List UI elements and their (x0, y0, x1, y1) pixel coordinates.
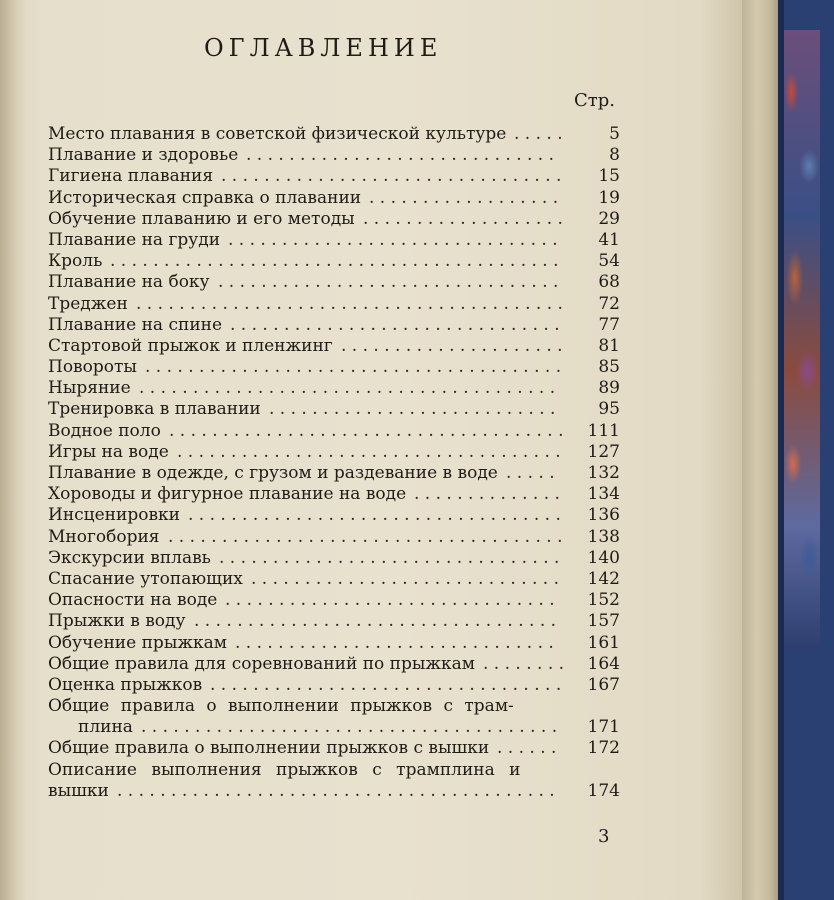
toc-entry-title-continued: вышки (48, 780, 109, 801)
leader-dots: . . . . . . . . . . . . . . . . . . . . . . . . . . . . . . . . . (210, 674, 562, 695)
leader-dots: . . . . . . . . . . . . . . . . . . . . . . . . . . . . . . (235, 632, 554, 653)
toc-entry-title-continued: плина (78, 717, 133, 738)
toc-entry[interactable] (48, 675, 620, 696)
leader-dots: . . . . . . . . . . . . . . . . . . . . . . . . . . . . . . . . . . . . . . . (145, 357, 562, 378)
toc-entry[interactable] (48, 188, 620, 209)
leader-dots: . . . . . . . . . . . . . . . . . . . . . . . . . . . . . (246, 145, 555, 166)
toc-entry-title: Историческая справка о плавании (48, 187, 362, 208)
leader-dots: . . . . . . . . . . . . . . . . . . . . . . . . . . . . . . . (225, 590, 555, 611)
toc-entry[interactable] (48, 209, 620, 230)
toc-entry-page: 161 (587, 632, 620, 653)
leader-dots: . . . . . . . . . . . . . . (414, 484, 560, 505)
leader-dots: . . . . . . . . (483, 653, 565, 674)
toc-entry-page: 157 (587, 611, 620, 632)
toc-entry-page: 142 (587, 568, 620, 589)
leader-dots: . . . . . . . . . . . . . . . . . . (369, 187, 559, 208)
toc-entry[interactable] (48, 378, 620, 399)
toc-entry[interactable] (48, 399, 620, 420)
toc-entry-title: Повороты (48, 357, 137, 378)
toc-entry-page: 54 (598, 251, 620, 272)
leader-dots: . . . . . . . . . . . . . . . . . . . . . . . . . . . . . . . . (218, 272, 559, 293)
toc-entry-title: Плавание в одежде, с грузом и раздевание в воде (48, 463, 498, 483)
toc-entry-title: Хороводы и фигурное плавание на воде (48, 484, 407, 505)
toc-entry-title: Плавание на боку (48, 272, 210, 293)
page-column-label: Стр. (574, 90, 615, 111)
toc-entry-multiline[interactable] (48, 760, 620, 781)
toc-entry-page: 85 (598, 357, 620, 378)
leader-dots: . . . . . . . . . . . . . . . . . . . . . (341, 335, 563, 356)
toc-entry-page: 5 (609, 124, 620, 144)
toc-entry-title: Общие правила для соревнований по прыжкам (48, 653, 476, 674)
toc-entry-title: Водное поло (48, 420, 161, 441)
leader-dots: . . . . . . . . . . . . . . . . . . . . . . . . . . . . . . . . (219, 547, 560, 568)
page-gutter-shadow (0, 0, 28, 900)
toc-entry-page: 152 (587, 590, 620, 611)
toc-entry-title: Обучение прыжкам (48, 632, 227, 653)
toc-entry[interactable] (48, 166, 620, 187)
toc-entry-page: 138 (587, 526, 620, 547)
toc-entry-multiline-cont[interactable] (48, 781, 620, 802)
toc-entry[interactable] (48, 484, 620, 505)
toc-entry-page: 95 (598, 399, 620, 420)
table-of-contents (48, 124, 620, 802)
toc-entry-title: Кроль (48, 251, 103, 272)
toc-entry-title: Экскурсии вплавь (48, 547, 211, 568)
leader-dots: . . . . . . (497, 738, 557, 759)
toc-entry-page: 167 (587, 674, 620, 695)
toc-entry-title: Треджен (48, 293, 128, 314)
leader-dots: . . . . . . . . . . . . . . . . . . . . . . . . . . . . . . . (230, 314, 560, 335)
toc-entry-title: Тренировка в плавании (48, 399, 261, 420)
toc-entry[interactable] (48, 421, 620, 442)
toc-entry-page: 29 (598, 208, 620, 229)
toc-entry-title: Стартовой прыжок и пленжинг (48, 335, 333, 356)
toc-entry[interactable] (48, 654, 620, 675)
toc-entry-page: 174 (587, 780, 620, 801)
toc-entry-title: Спасание утопающих (48, 568, 243, 589)
page-title: ОГЛАВЛЕНИЕ (204, 34, 443, 62)
leader-dots: . . . . . (514, 124, 563, 144)
cover-spine (778, 0, 784, 900)
toc-entry[interactable] (48, 357, 620, 378)
toc-entry-title: Описание выполнения прыжков с трамплина и (48, 759, 521, 780)
toc-entry-page: 19 (598, 187, 620, 208)
toc-entry[interactable] (48, 294, 620, 315)
toc-entry-multiline[interactable] (48, 696, 620, 717)
toc-entry-title: Плавание на спине (48, 314, 223, 335)
toc-entry[interactable] (48, 611, 620, 632)
leader-dots: . . . . . . . . . . . . . . . . . . . . . . . . . . . . . (251, 568, 560, 589)
toc-entry-title: Опасности на воде (48, 590, 218, 611)
leader-dots: . . . . . . . . . . . . . . . . . . . . . . . . . . . . . . . . . . . . (177, 441, 561, 462)
toc-entry-page: 164 (587, 653, 620, 674)
toc-entry[interactable] (48, 145, 620, 166)
toc-entry[interactable] (48, 738, 620, 759)
toc-entry[interactable] (48, 272, 620, 293)
toc-entry-page: 81 (598, 335, 620, 356)
page-edge (742, 0, 778, 900)
toc-entry[interactable] (48, 124, 620, 145)
toc-entry-title: Плавание на груди (48, 229, 221, 250)
toc-entry[interactable] (48, 315, 620, 336)
leader-dots: . . . . . . . . . . . . . . . . . . . (363, 208, 563, 229)
leader-dots: . . . . . . . . . . . . . . . . . . . . . . . . . . . . . . . (228, 229, 558, 250)
toc-entry-page: 171 (587, 717, 620, 738)
marbled-endpaper (784, 30, 820, 650)
leader-dots: . . . . . . . . . . . . . . . . . . . . . . . . . . . . . . . . . . . . . . . . . (117, 780, 555, 801)
toc-entry-title: Плавание и здоровье (48, 145, 239, 166)
toc-entry-title: Обучение плаванию и его методы (48, 208, 355, 229)
toc-entry[interactable] (48, 590, 620, 611)
toc-entry-page: 41 (598, 229, 620, 250)
toc-entry[interactable] (48, 505, 620, 526)
toc-entry-title: Место плавания в советской физической культуре (48, 124, 507, 144)
toc-entry-page: 140 (587, 547, 620, 568)
toc-entry[interactable] (48, 569, 620, 590)
toc-entry-page: 134 (587, 484, 620, 505)
toc-entry[interactable] (48, 336, 620, 357)
toc-entry[interactable] (48, 230, 620, 251)
toc-entry-page: 72 (598, 293, 620, 314)
leader-dots: . . . . . . . . . . . . . . . . . . . . . . . . . . . . . . . . . . . . . . . . (136, 293, 563, 314)
leader-dots: . . . . . . . . . . . . . . . . . . . . . . . . . . . . . . . . . . . (188, 505, 561, 526)
leader-dots: . . . . . . . . . . . . . . . . . . . . . . . . . . . . . . . . . . . . . . . (139, 378, 556, 399)
toc-entry-page: 77 (598, 314, 620, 335)
toc-entry-page: 172 (587, 738, 620, 759)
leader-dots: . . . . . . . . . . . . . . . . . . . . . . . . . . . (269, 399, 556, 420)
toc-entry[interactable] (48, 633, 620, 654)
toc-entry-page: 132 (587, 463, 620, 483)
toc-entry[interactable] (48, 548, 620, 569)
toc-entry-title: Инсценировки (48, 505, 180, 526)
leader-dots: . . . . . . . . . . . . . . . . . . . . . . . . . . . . . . . . . . (194, 611, 557, 632)
toc-entry-page: 89 (598, 378, 620, 399)
toc-entry-title: Гигиена плавания (48, 166, 214, 187)
toc-entry-title: Общие правила о выполнении прыжков с трам- (48, 696, 514, 717)
page-number: 3 (598, 826, 610, 847)
toc-entry-title: Ныряние (48, 378, 131, 399)
toc-entry[interactable] (48, 527, 620, 548)
leader-dots: . . . . . . . . . . . . . . . . . . . . . . . . . . . . . . . . . . . . . (169, 420, 564, 441)
toc-entry-page: 127 (587, 441, 620, 462)
toc-entry-title: Общие правила о выполнении прыжков с вышки (48, 738, 490, 759)
toc-entry[interactable] (48, 442, 620, 463)
toc-entry-page: 111 (587, 420, 620, 441)
toc-entry[interactable] (48, 463, 620, 484)
leader-dots: . . . . . . . . . . . . . . . . . . . . . . . . . . . . . . . . . . . . . (168, 526, 563, 547)
toc-entry-title: Многобория (48, 526, 160, 547)
leader-dots: . . . . . . . . . . . . . . . . . . . . . . . . . . . . . . . . . . . . . . . . . . (110, 251, 559, 272)
toc-entry-page: 15 (598, 166, 620, 187)
toc-entry-title: Игры на воде (48, 441, 169, 462)
toc-entry-title: Оценка прыжков (48, 674, 203, 695)
toc-entry-page: 8 (609, 145, 620, 166)
toc-entry-title: Прыжки в воду (48, 611, 186, 632)
leader-dots: . . . . . . . . . . . . . . . . . . . . . . . . . . . . . . . . (221, 166, 562, 187)
toc-entry-page: 68 (598, 272, 620, 293)
toc-entry-multiline-cont[interactable] (48, 717, 620, 738)
leader-dots: . . . . . . . . . . . . . . . . . . . . . . . . . . . . . . . . . . . . . . . (141, 717, 558, 738)
leader-dots: . . . . . (506, 463, 555, 483)
toc-entry-page: 136 (587, 505, 620, 526)
toc-entry[interactable] (48, 251, 620, 272)
